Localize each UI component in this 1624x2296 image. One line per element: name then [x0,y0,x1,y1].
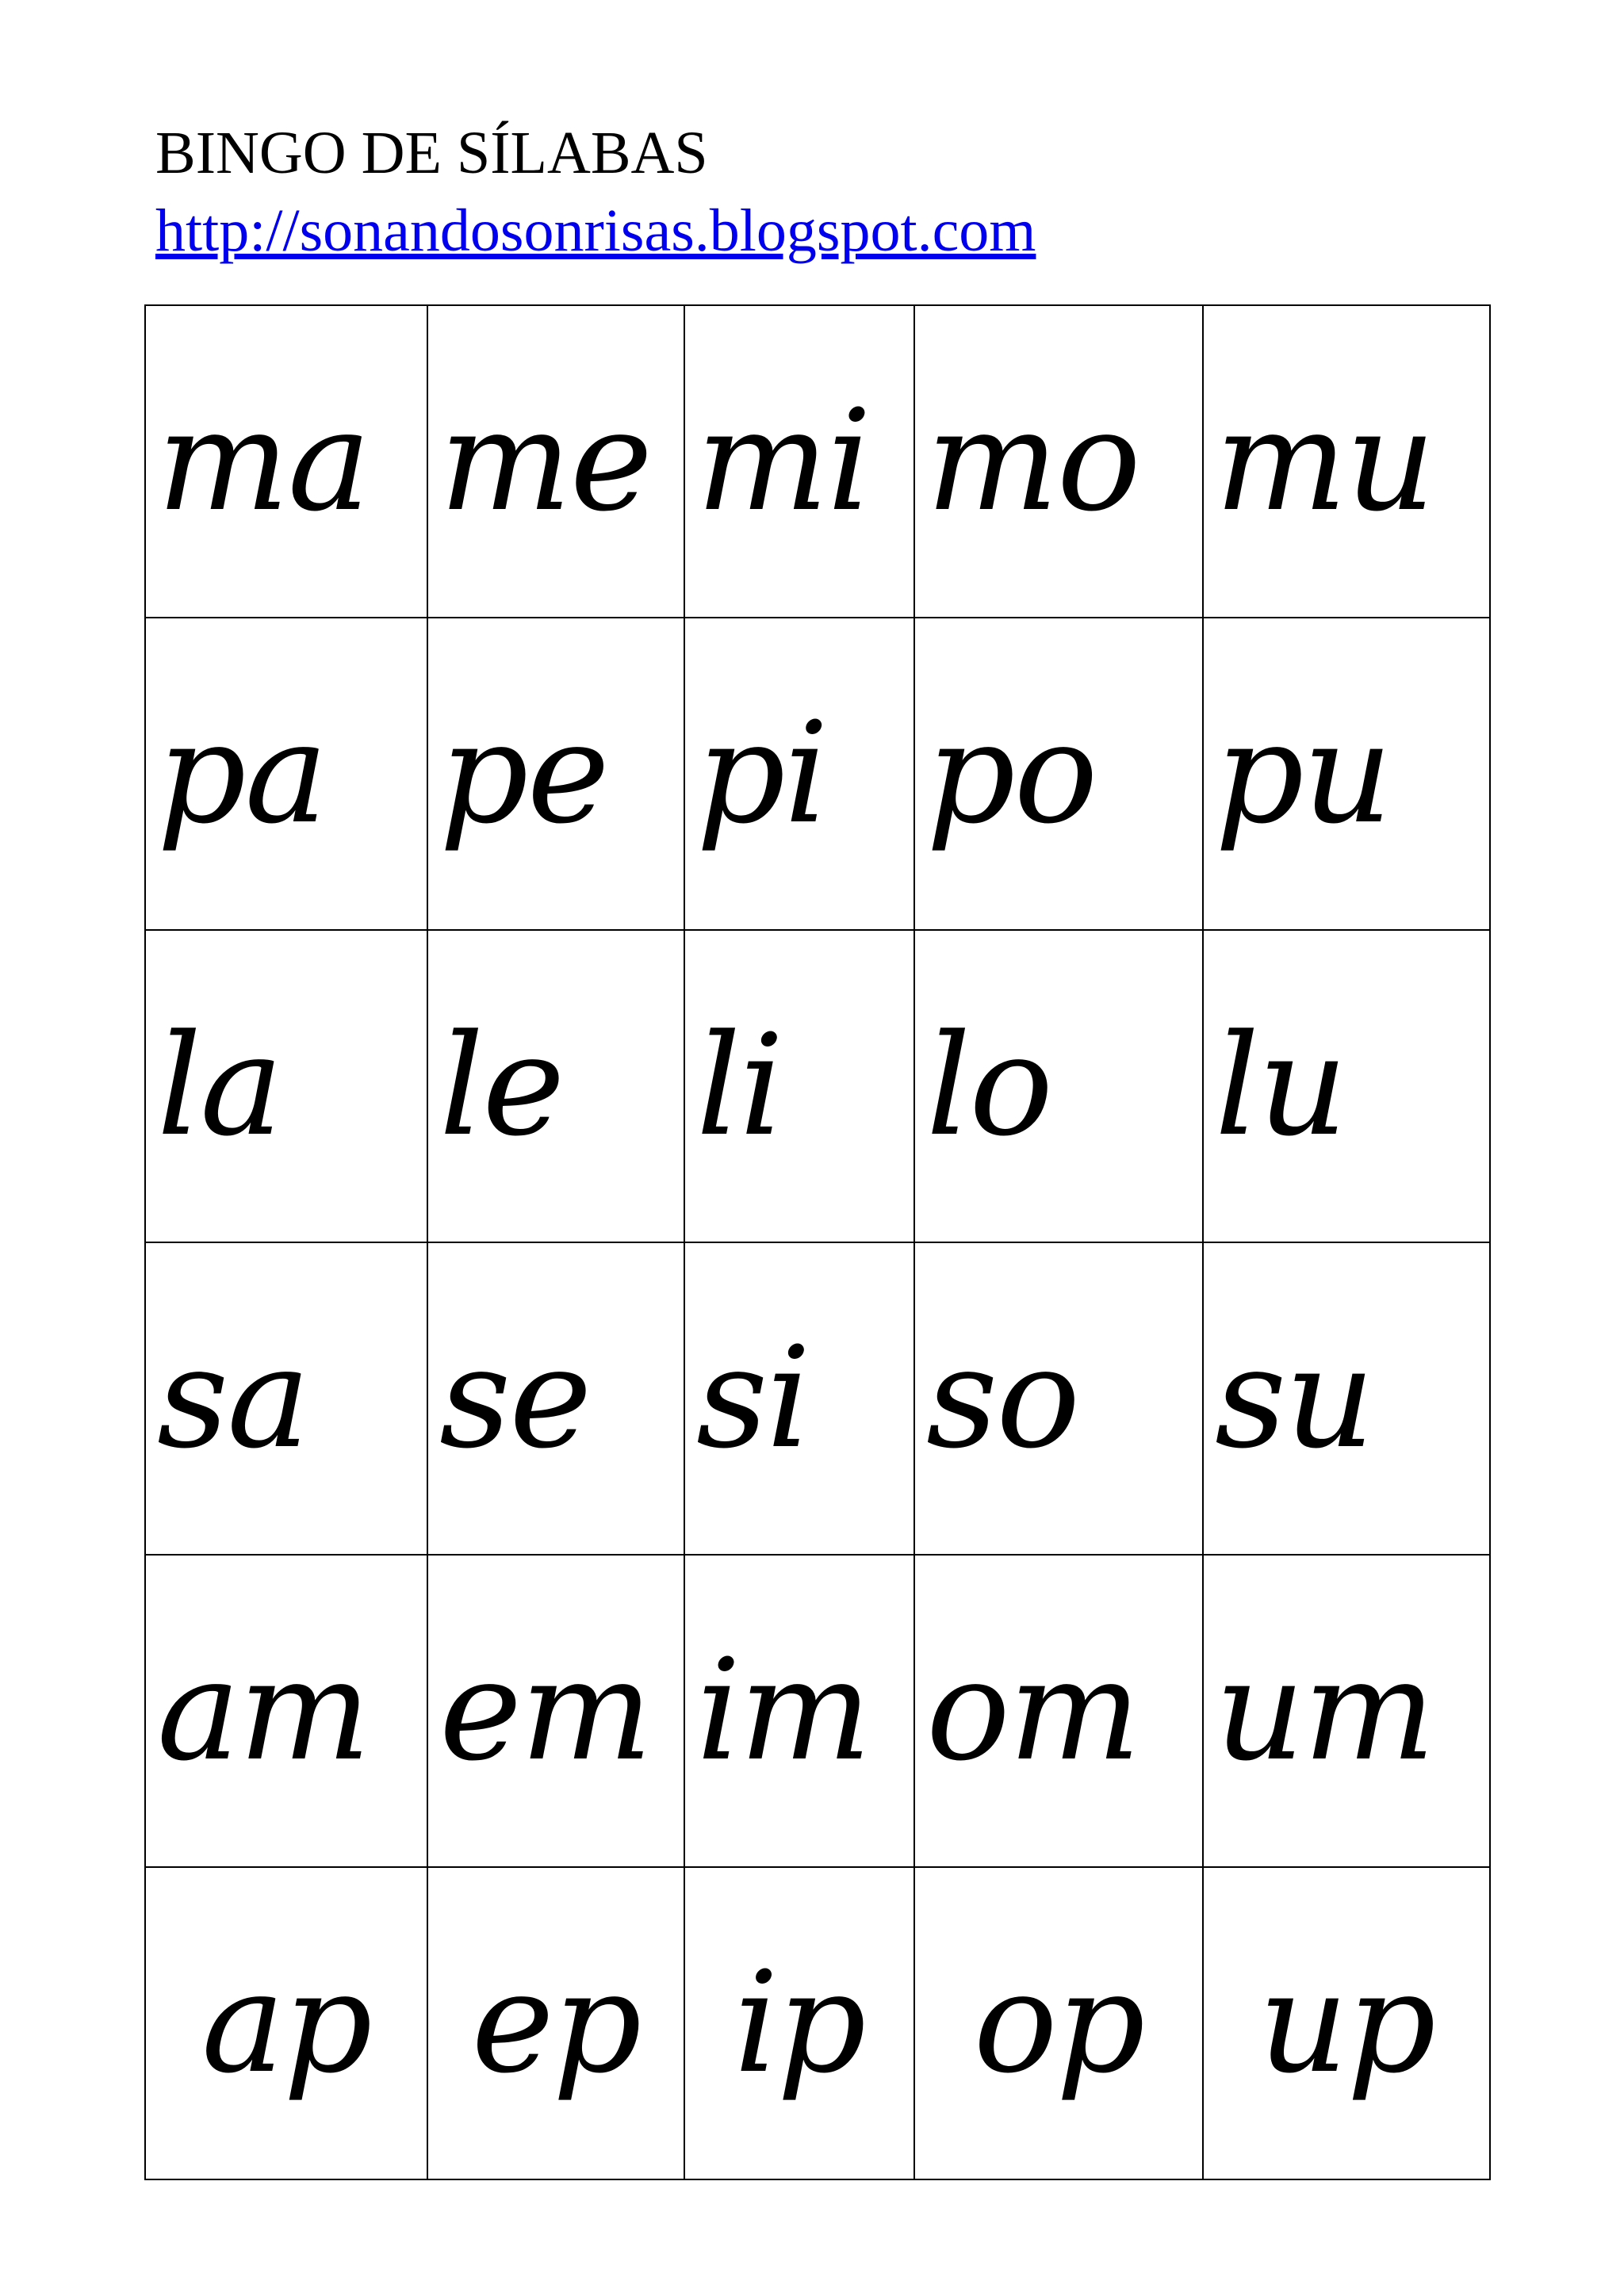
grid-cell [1203,1242,1490,1555]
syllable-text: le [439,1007,564,1165]
syllable-text: mo [926,382,1139,541]
grid-cell [145,1867,427,2179]
grid-row [145,930,1490,1242]
syllable-text: ep [471,1944,641,2103]
grid-row [145,1867,1490,2179]
grid-cell [914,1867,1203,2179]
syllable-text: li [696,1007,783,1165]
grid-cell [684,305,914,618]
grid-row [145,305,1490,618]
grid-cell [427,1555,684,1867]
syllable-text: lu [1215,1007,1346,1165]
syllable-text: ap [201,1944,371,2103]
grid-cell [427,618,684,930]
grid-cell [1203,1555,1490,1867]
syllable-text: im [696,1632,871,1790]
syllable-text: pu [1215,695,1392,853]
grid-cell [145,618,427,930]
syllable-text: pa [157,695,327,853]
syllable-text: am [157,1632,370,1790]
grid-cell [1203,1867,1490,2179]
syllable-text: sa [157,1319,309,1478]
grid-cell [914,1242,1203,1555]
grid-cell [1203,930,1490,1242]
grid-cell [145,1555,427,1867]
syllable-text: pi [696,695,827,853]
grid-cell [427,1867,684,2179]
syllable-text: me [439,382,652,541]
grid-cell [427,930,684,1242]
syllable-text: up [1258,1944,1434,2103]
syllable-text: ma [157,382,370,541]
syllable-text: po [926,695,1097,853]
grid-cell [684,930,914,1242]
syllable-text: ip [733,1944,865,2103]
syllable-text: mi [696,382,871,541]
grid-cell [1203,618,1490,930]
syllable-text: pe [439,695,608,853]
page-title: BINGO DE SÍLABAS [155,120,708,186]
syllable-text: op [973,1944,1144,2103]
grid-row [145,1555,1490,1867]
bingo-grid [144,304,1491,2180]
grid-cell [914,305,1203,618]
grid-cell [145,930,427,1242]
syllable-text: um [1215,1632,1434,1790]
grid-cell [684,1867,914,2179]
grid-cell [145,305,427,618]
syllable-text: em [439,1632,652,1790]
syllable-text: la [157,1007,282,1165]
grid-cell [427,305,684,618]
syllable-text: si [696,1319,810,1478]
syllable-text: su [1215,1319,1373,1478]
grid-row [145,618,1490,930]
grid-cell [684,1555,914,1867]
syllable-text: se [439,1319,591,1478]
grid-row [145,1242,1490,1555]
grid-cell [914,1555,1203,1867]
blog-link[interactable]: http://sonandosonrisas.blogspot.com [155,197,1036,264]
grid-cell [427,1242,684,1555]
syllable-text: lo [926,1007,1052,1165]
grid-cell [684,618,914,930]
grid-cell [684,1242,914,1555]
grid-cell [145,1242,427,1555]
grid-cell [914,618,1203,930]
grid-cell [1203,305,1490,618]
syllable-text: om [926,1632,1139,1790]
syllable-text: so [926,1319,1079,1478]
syllable-text: mu [1215,382,1434,541]
grid-cell [914,930,1203,1242]
